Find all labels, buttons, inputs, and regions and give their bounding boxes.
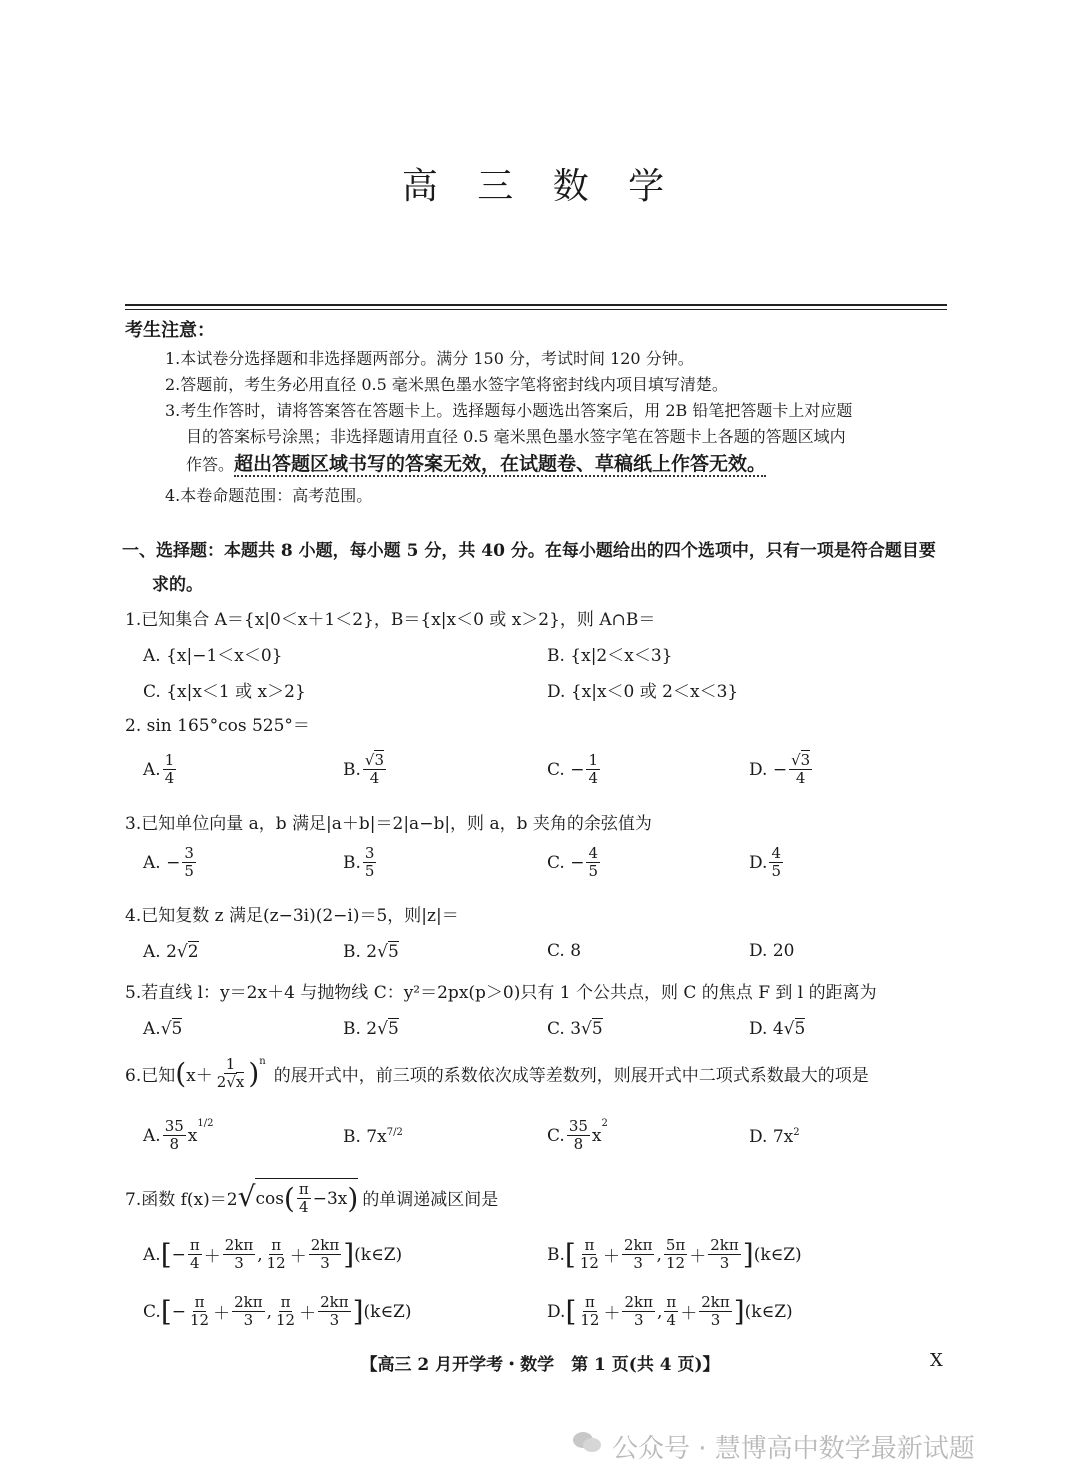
q3-a-den: 5 <box>184 862 194 880</box>
q4-a-radicand: 2 <box>187 942 199 962</box>
q7-radical-sign: √ <box>237 1180 256 1213</box>
q3-b-label: B. <box>343 852 361 873</box>
q1-option-a: A. {x|−1＜x＜0} <box>143 646 283 666</box>
q2-d-num: √3 <box>791 751 811 769</box>
wechat-icon <box>572 1430 602 1454</box>
q2-b-label: B. <box>343 759 361 780</box>
q4-option-a: A. 2 √ 2 <box>143 941 199 962</box>
q7-b-frac-4-den: 3 <box>719 1254 730 1272</box>
q7-d-frac-1 <box>578 1294 601 1329</box>
q5-option-a: A. √ 5 <box>143 1018 183 1039</box>
q7-stem-fraction <box>297 1181 311 1216</box>
q7-d-right-bracket: ] <box>733 1294 745 1328</box>
q7-d-frac-2 <box>622 1294 655 1329</box>
q7-a-frac-1 <box>188 1237 202 1272</box>
q6-option-c <box>547 1118 608 1153</box>
q7-a-frac-4-num: 2kπ <box>310 1236 340 1254</box>
q6-stem-prefix: 6.已知 <box>125 1066 176 1086</box>
q7-a-frac-2 <box>223 1237 256 1272</box>
q4-option-c: C. 8 <box>547 941 582 961</box>
q7-d-label: D. <box>547 1301 566 1322</box>
q6-stem-x: x＋ <box>186 1066 213 1086</box>
section-1-heading: 一、选择题：本题共 8 小题，每小题 5 分，共 40 分。在每小题给出的四个选项中，只有一项是符合题目要 <box>122 541 936 561</box>
q7-d-frac-3-den: 4 <box>666 1311 677 1329</box>
q3-option-a <box>143 845 198 880</box>
q7-c-frac-4 <box>318 1294 351 1329</box>
q6-a-exponent: 1/2 <box>197 1118 214 1129</box>
notice-heading: 考生注意： <box>125 320 215 341</box>
notice-item-2: 2.答题前，考生务必用直径 0.5 毫米黑色墨水签字笔将密封线内项目填写清楚。 <box>165 375 728 394</box>
q7-b-frac-2-num: 2kπ <box>623 1236 653 1254</box>
q7-b-left-bracket: [ <box>564 1237 576 1271</box>
q6-a-var: x <box>187 1125 198 1146</box>
q3-a-num: 3 <box>184 844 194 862</box>
q2-b-den: 4 <box>369 769 380 787</box>
q7-a-right-bracket: ] <box>343 1237 355 1271</box>
q7-b-label: B. <box>547 1244 565 1265</box>
q7-d-frac-1-num: π <box>584 1293 595 1311</box>
q7-c-left-bracket: [ <box>160 1294 172 1328</box>
q7-d-frac-4 <box>699 1294 732 1329</box>
q2-b-radicand: 3 <box>374 751 385 769</box>
q7-c-frac-2-den: 3 <box>243 1311 254 1329</box>
q6-stem-num: 1 <box>225 1055 236 1073</box>
q2-option-c <box>547 752 602 787</box>
q4-option-b: B. 2 √ 5 <box>343 941 399 962</box>
q7-a-frac-3 <box>265 1237 288 1272</box>
q3-c-label: C. − <box>547 852 585 873</box>
q5-d-label: D. 4 <box>749 1018 784 1039</box>
q7-c-frac-2 <box>232 1294 265 1329</box>
q7-c-sign: − <box>171 1301 186 1322</box>
q7-c-frac-4-den: 3 <box>329 1311 340 1329</box>
notice-item-3-prefix: 作答。 <box>186 455 235 474</box>
q6-option-a <box>143 1118 213 1153</box>
q2-b-fraction <box>363 752 386 787</box>
notice-item-3-line-3 <box>186 449 766 476</box>
q7-a-frac-1-den: 4 <box>190 1254 200 1272</box>
q2-c-num: 1 <box>588 751 598 769</box>
q7-b-frac-3-num: 5π <box>665 1236 686 1254</box>
q7-stem-tail: −3x <box>312 1188 348 1209</box>
q2-a-num: 1 <box>164 751 175 769</box>
q3-c-den: 5 <box>588 862 598 880</box>
q6-a-den: 8 <box>169 1135 179 1153</box>
q7-a-frac-3-den: 12 <box>266 1254 286 1272</box>
q6-stem-den-coef: 2 <box>216 1073 227 1091</box>
q7-radicand <box>255 1178 358 1216</box>
q7-a-frac-4-den: 3 <box>320 1254 330 1272</box>
q2-d-radicand: 3 <box>800 751 811 769</box>
notice-emphasis: 超出答题区域书写的答案无效，在试题卷、草稿纸上作答无效。 <box>234 453 767 475</box>
q2-option-b <box>343 752 388 787</box>
q5-c-label: C. 3 <box>547 1018 582 1039</box>
q7-a-tail: (k∈Z) <box>354 1244 403 1265</box>
q7-b-frac-3-den: 12 <box>666 1254 686 1272</box>
q7-option-c: C. [ − $\frac{\pi}{12}$ ＋ $\frac{2k\pi}{3}$ , $\frac{\pi}{12}$ ＋ $\frac{2k\pi}{3}$ ] (k∈Z) <box>143 1293 412 1329</box>
q7-d-frac-4-den: 3 <box>710 1311 721 1329</box>
q6-c-den: 8 <box>573 1135 584 1153</box>
q7-c-frac-2-num: 2kπ <box>234 1293 263 1311</box>
notice-item-1: 1.本试卷分选择题和非选择题两部分。满分 150 分，考试时间 120 分钟。 <box>165 349 694 368</box>
q2-d-den: 4 <box>795 769 806 787</box>
q6-b-text: B. 7x <box>343 1127 387 1147</box>
footer-mark: X <box>930 1350 943 1371</box>
q2-d-label: D. − <box>749 759 788 780</box>
q7-d-frac-2-num: 2kπ <box>624 1293 653 1311</box>
q5-c-radicand: 5 <box>591 1019 603 1039</box>
q7-stem-pi: π <box>298 1180 309 1198</box>
q6-stem-den: 2√x <box>216 1073 245 1091</box>
q7-a-frac-4 <box>309 1237 342 1272</box>
q7-c-frac-3 <box>274 1294 297 1329</box>
q5-b-radicand: 5 <box>387 1019 399 1039</box>
q7-a-frac-2-den: 3 <box>234 1254 244 1272</box>
page-title: 高 三 数 学 <box>401 166 679 207</box>
q7-c-tail: (k∈Z) <box>363 1301 412 1322</box>
q7-c-frac-3-den: 12 <box>276 1311 296 1329</box>
q6-c-num: 35 <box>568 1117 588 1135</box>
header-rule-thin <box>125 309 947 310</box>
q6-d-exponent: 2 <box>793 1127 800 1138</box>
q7-b-frac-1 <box>578 1237 601 1272</box>
q6-d-text: D. 7x <box>749 1127 794 1147</box>
q3-c-fraction <box>586 845 600 880</box>
q4-a-label: A. 2 <box>143 941 177 962</box>
q7-b-frac-1-den: 12 <box>579 1254 599 1272</box>
q6-b-exponent: 7/2 <box>386 1127 403 1138</box>
q6-c-var: x <box>591 1125 602 1146</box>
q7-option-a: A. [ − $\frac{\pi}{4}$ ＋ $\frac{2k\pi}{3}$ , $\frac{\pi}{12}$ ＋ $\frac{2k\pi}{3}$ ] (k∈Z) <box>143 1236 403 1272</box>
q3-d-num: 4 <box>771 844 781 862</box>
q2-d-fraction <box>789 752 812 787</box>
q5-option-d: D. 4 √ 5 <box>749 1018 806 1039</box>
q2-c-label: C. − <box>547 759 585 780</box>
q3-b-den: 5 <box>364 862 375 880</box>
q5-b-label: B. 2 <box>343 1018 378 1039</box>
q3-a-fraction <box>182 845 196 880</box>
q3-d-den: 5 <box>771 862 781 880</box>
q2-a-label: A. <box>143 759 161 780</box>
q7-c-frac-4-num: 2kπ <box>320 1293 349 1311</box>
q7-option-d: D. [ $\frac{\pi}{12}$ ＋ $\frac{2k\pi}{3}$ , $\frac{\pi}{4}$ ＋ $\frac{2k\pi}{3}$ ] (k∈Z) <box>547 1293 793 1329</box>
q2-a-den: 4 <box>164 769 175 787</box>
q7-c-label: C. <box>143 1301 161 1322</box>
q3-a-label: A. − <box>143 852 181 873</box>
header-rule-thick <box>125 304 947 306</box>
q3-b-fraction <box>363 845 377 880</box>
q7-d-frac-1-den: 12 <box>580 1311 600 1329</box>
q3-option-b <box>343 845 378 880</box>
q5-option-c: C. 3 √ 5 <box>547 1018 603 1039</box>
q7-b-frac-2-den: 3 <box>633 1254 643 1272</box>
q1-option-b: B. {x|2＜x＜3} <box>547 646 673 666</box>
q3-d-fraction <box>769 845 783 880</box>
q2-b-num: √3 <box>364 751 385 769</box>
q6-stem-fraction <box>215 1056 247 1091</box>
watermark-text: 公众号 · 慧博高中数学最新试题 <box>612 1434 975 1464</box>
q6-c-exponent: 2 <box>601 1118 608 1129</box>
q7-b-frac-2 <box>622 1237 655 1272</box>
q7-stem-four: 4 <box>299 1198 309 1216</box>
q7-b-frac-1-num: π <box>584 1236 595 1254</box>
q4-b-label: B. 2 <box>343 941 378 962</box>
q5-d-radicand: 5 <box>794 1019 806 1039</box>
q7-stem-cos: cos <box>255 1188 284 1209</box>
q2-a-fraction <box>163 752 177 787</box>
q7-d-tail: (k∈Z) <box>744 1301 793 1322</box>
q1-option-c: C. {x|x＜1 或 x＞2} <box>143 682 306 702</box>
q6-left-paren: ( <box>175 1056 187 1090</box>
q7-b-frac-4 <box>708 1237 741 1272</box>
q6-a-fraction <box>163 1118 186 1153</box>
q7-a-left-bracket: [ <box>160 1237 172 1271</box>
q7-d-frac-2-den: 3 <box>633 1311 644 1329</box>
question-6-stem <box>125 1056 869 1091</box>
q4-b-radicand: 5 <box>387 942 399 962</box>
question-4-stem: 4.已知复数 z 满足(z−3i)(2−i)＝5，则|z|＝ <box>125 906 459 926</box>
q3-b-num: 3 <box>364 844 375 862</box>
q7-c-frac-1-den: 12 <box>190 1311 210 1329</box>
q7-option-b: B. [ $\frac{\pi}{12}$ ＋ $\frac{2k\pi}{3}$ , $\frac{5\pi}{12}$ ＋ $\frac{2k\pi}{3}$ ] (k∈Z) <box>547 1236 802 1272</box>
q6-a-label: A. <box>143 1125 161 1146</box>
q7-b-frac-3 <box>664 1237 687 1272</box>
q7-a-sign: − <box>171 1244 186 1265</box>
q7-c-frac-3-num: π <box>280 1293 291 1311</box>
q2-option-d <box>749 752 814 787</box>
notice-item-3-line-1: 3.考生作答时，请将答案答在答题卡上。选择题每小题选出答案后，用 2B 铅笔把答题卡上对应题 <box>165 401 853 420</box>
q3-option-d <box>749 845 785 880</box>
q1-option-d: D. {x|x＜0 或 2＜x＜3} <box>547 682 739 702</box>
page-footer: 【高三 2 月开学考・数学 第 1 页(共 4 页)】 <box>360 1355 720 1375</box>
q6-right-paren: ) <box>248 1056 260 1090</box>
q5-a-label: A. <box>143 1018 161 1039</box>
q7-d-left-bracket: [ <box>565 1294 577 1328</box>
question-1-stem: 1.已知集合 A＝{x|0＜x＋1＜2}，B＝{x|x＜0 或 x＞2}，则 A∩B＝ <box>125 610 656 630</box>
q7-stem-prefix: 7.函数 f(x)＝2 <box>125 1189 238 1210</box>
notice-item-3-line-2: 目的答案标号涂黑；非选择题请用直径 0.5 毫米黑色墨水签字笔在答题卡上各题的答题区域内 <box>186 427 846 446</box>
question-7-stem <box>125 1178 498 1216</box>
q6-stem-suffix: 的展开式中，前三项的系数依次成等差数列，则展开式中二项式系数最大的项是 <box>273 1066 869 1086</box>
q6-stem-exponent: n <box>259 1056 266 1067</box>
q7-a-frac-2-num: 2kπ <box>224 1236 254 1254</box>
q6-c-label: C. <box>547 1125 565 1146</box>
q6-stem-den-radicand: x <box>235 1073 245 1091</box>
q5-a-radicand: 5 <box>171 1019 183 1039</box>
q7-b-tail: (k∈Z) <box>753 1244 802 1265</box>
q7-a-frac-1-num: π <box>189 1236 200 1254</box>
q6-c-fraction <box>567 1118 590 1153</box>
q5-option-b: B. 2 √ 5 <box>343 1018 399 1039</box>
q4-option-d: D. 20 <box>749 941 795 961</box>
question-2-stem: 2. sin 165°cos 525°＝ <box>125 716 310 736</box>
question-3-stem: 3.已知单位向量 a，b 满足|a＋b|＝2|a−b|，则 a，b 夹角的余弦值为 <box>125 814 652 834</box>
q3-c-num: 4 <box>588 844 598 862</box>
q2-c-fraction <box>586 752 600 787</box>
q2-c-den: 4 <box>588 769 598 787</box>
section-1-heading-cont: 求的。 <box>152 575 203 595</box>
q3-d-label: D. <box>749 852 768 873</box>
q6-option-b <box>343 1127 403 1147</box>
q3-option-c <box>547 845 602 880</box>
q6-option-d <box>749 1127 800 1147</box>
q7-a-label: A. <box>143 1244 161 1265</box>
q7-stem-suffix: 的单调递减区间是 <box>362 1189 499 1210</box>
q7-c-frac-1-num: π <box>194 1293 205 1311</box>
q7-b-right-bracket: ] <box>742 1237 754 1271</box>
q7-b-frac-4-num: 2kπ <box>710 1236 739 1254</box>
question-5-stem: 5.若直线 l：y＝2x＋4 与抛物线 C：y²＝2px(p＞0)只有 1 个公共点，则 C 的焦点 F 到 l 的距离为 <box>125 983 877 1003</box>
q7-d-frac-3-num: π <box>666 1293 677 1311</box>
q7-c-frac-1 <box>188 1294 211 1329</box>
q7-left-paren: ( <box>283 1181 295 1215</box>
q2-option-a <box>143 752 178 787</box>
q7-c-right-bracket: ] <box>352 1294 364 1328</box>
q6-a-num: 35 <box>164 1117 184 1135</box>
q7-d-frac-4-num: 2kπ <box>701 1293 730 1311</box>
q7-a-frac-3-num: π <box>271 1236 282 1254</box>
q7-d-frac-3 <box>664 1294 678 1329</box>
q7-right-paren: ) <box>347 1181 359 1215</box>
notice-item-4: 4.本卷命题范围：高考范围。 <box>165 486 373 505</box>
